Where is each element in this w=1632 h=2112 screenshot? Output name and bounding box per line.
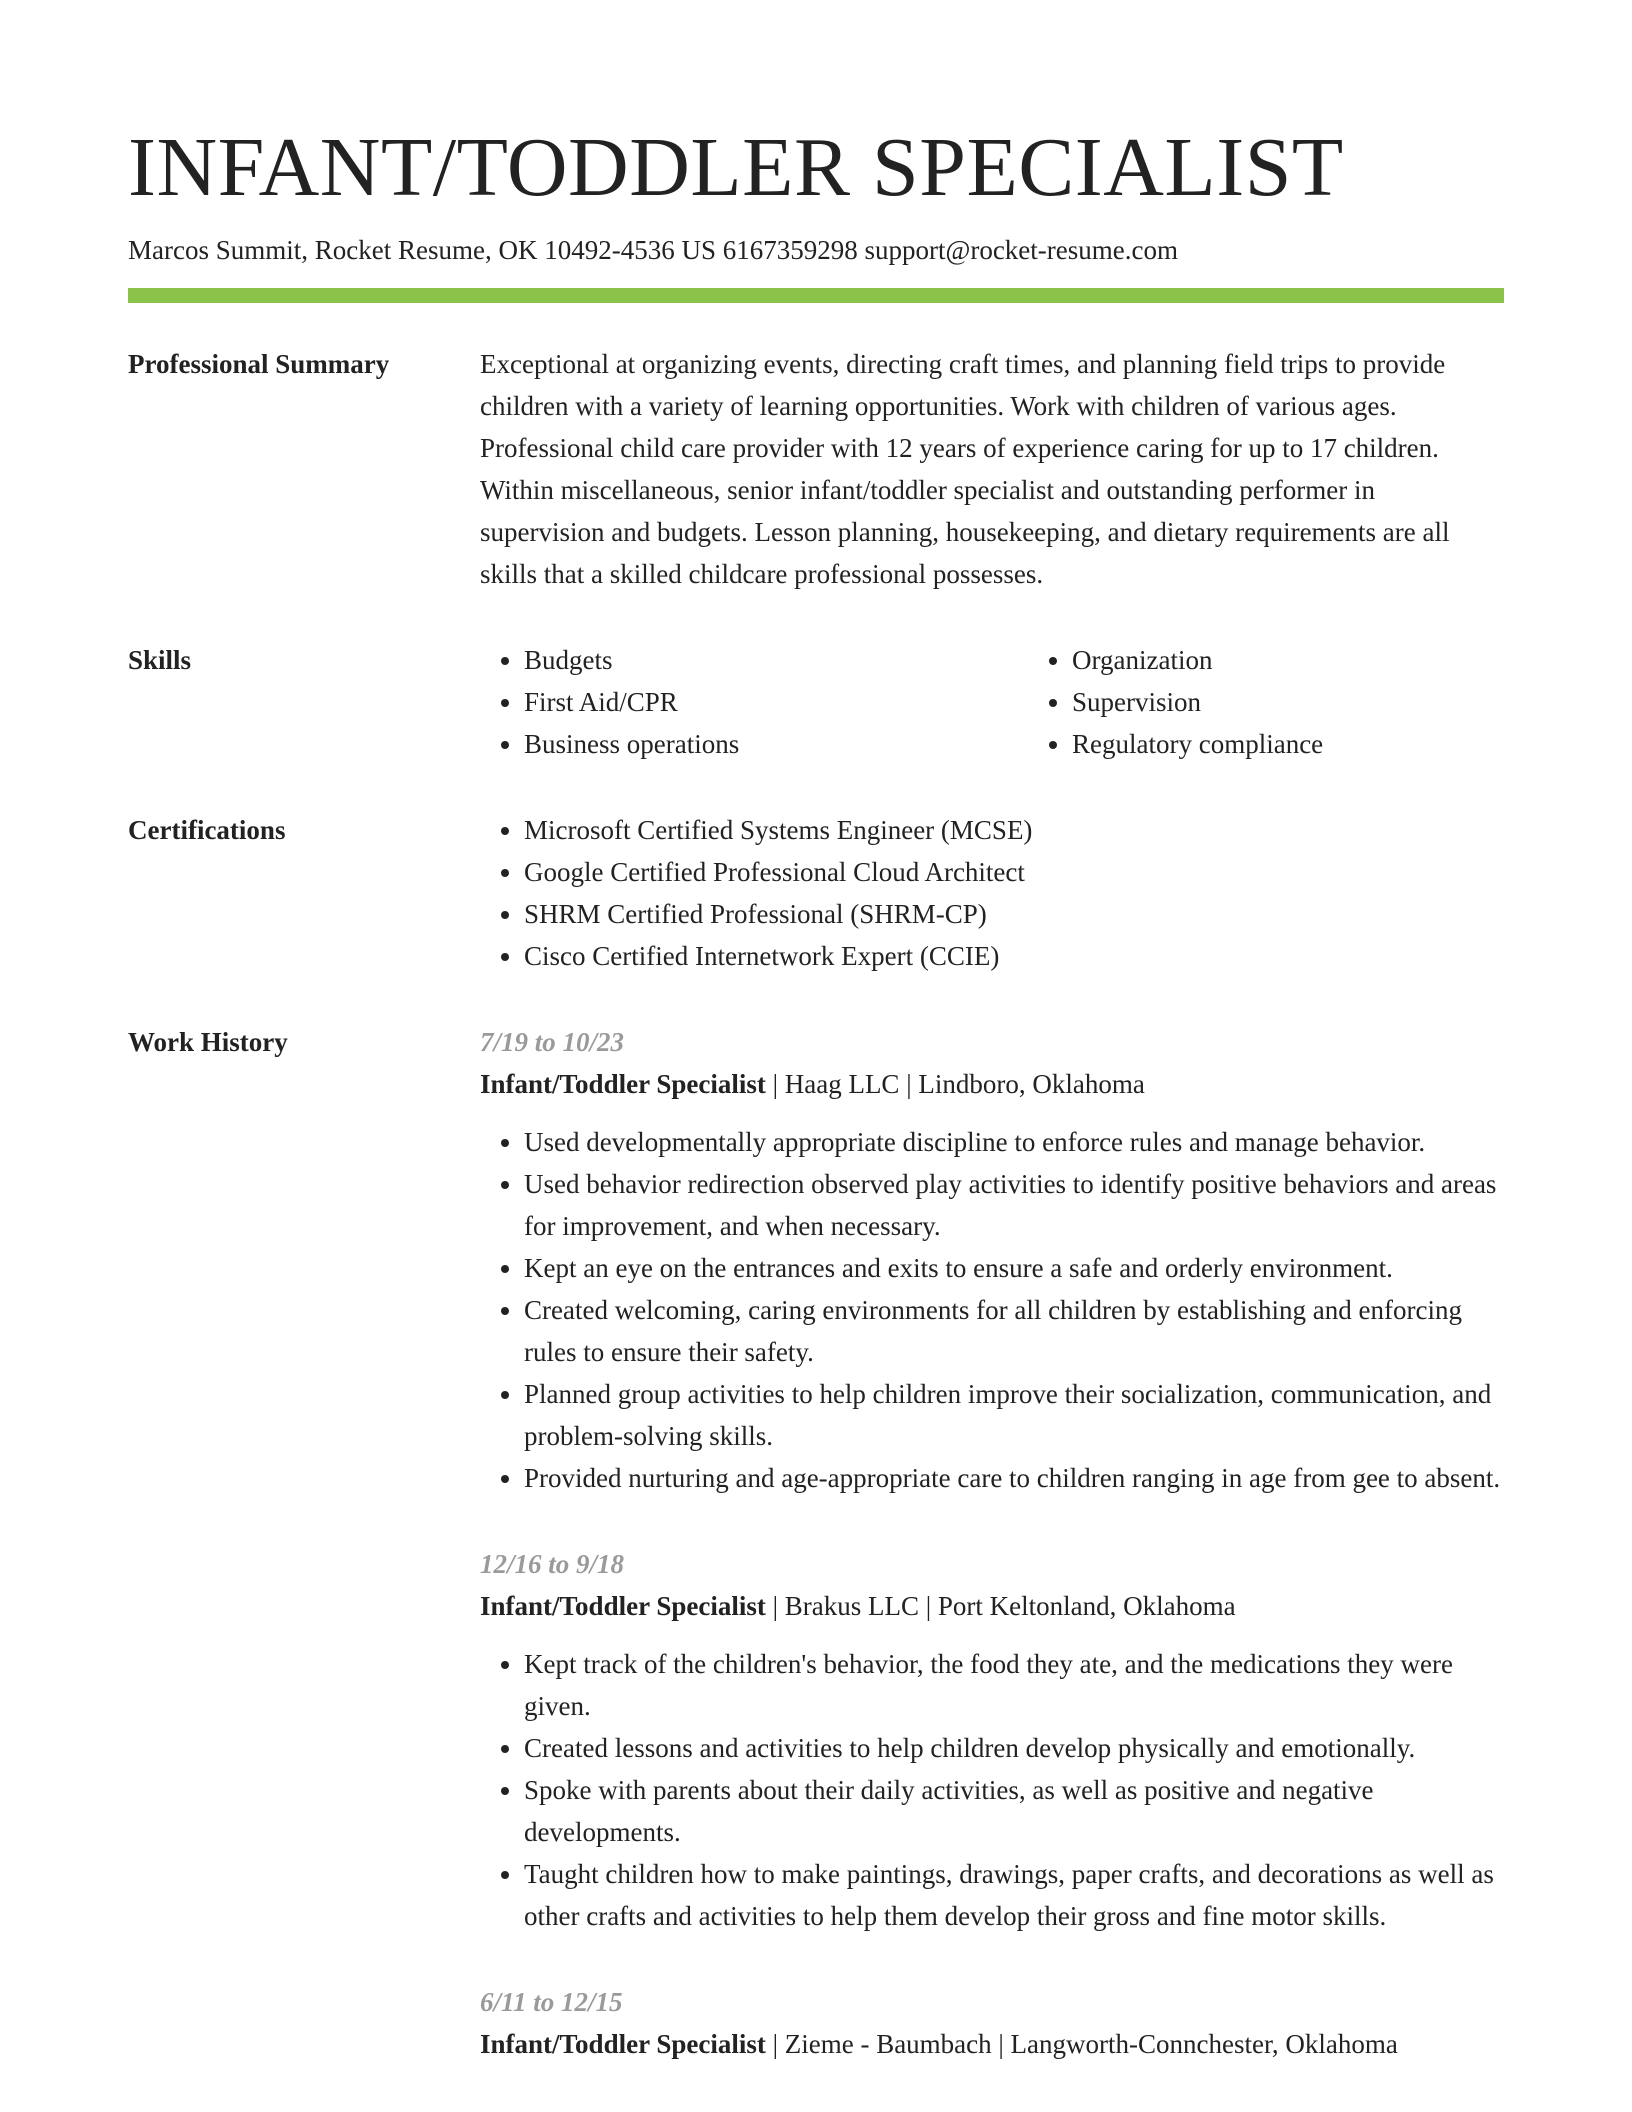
job-heading: [480, 2023, 1504, 2065]
skill-item: • Organization: [1072, 639, 1576, 681]
certification-item: • Cisco Certified Internetwork Expert (CCIE): [524, 935, 1504, 977]
job-bullet: • Created welcoming, caring environments for all children by establishing and enforcing rules to ensure their safety.: [524, 1289, 1504, 1373]
work-history-section: [128, 1021, 1504, 2065]
job-bullet: • Created lessons and activities to help children develop physically and emotionally.: [524, 1727, 1504, 1769]
summary-body: [480, 343, 1504, 595]
job-employer-location: | Zieme - Baumbach | Langworth-Connchester, Oklahoma: [765, 2029, 1398, 2059]
certification-item: • Microsoft Certified Systems Engineer (MCSE): [524, 809, 1504, 851]
skill-item: • Business operations: [524, 723, 1028, 765]
resume-page: [128, 118, 1504, 2065]
skills-column-1: [480, 639, 1028, 765]
skill-item: • Supervision: [1072, 681, 1576, 723]
job-bullets: [480, 1121, 1504, 1499]
skills-section: [128, 639, 1504, 765]
certifications-list: [480, 809, 1504, 977]
certification-item: • SHRM Certified Professional (SHRM-CP): [524, 893, 1504, 935]
resume-title: INFANT/TODDLER SPECIALIST: [128, 121, 1344, 214]
job-bullet: • Taught children how to make paintings, drawings, paper crafts, and decorations as well as other crafts and activities to help them develop their gross and fine motor skills.: [524, 1853, 1504, 1937]
job-bullet: • Used developmentally appropriate discipline to enforce rules and manage behavior.: [524, 1121, 1504, 1163]
job-heading: [480, 1585, 1504, 1627]
summary-text: Exceptional at organizing events, directing craft times, and planning field trips to provide children with a variety of learning opportunities. Work with children of various ages. Professional child care provider with 12 years of experience caring for up to 17 children. Within miscellaneous, senior infant/toddler specialist and outstanding performer in supervision and budgets. Lesson planning, housekeeping, and dietary requirements are all skills that a skilled childcare professional possesses.: [480, 349, 1450, 589]
job-bullet: • Used behavior redirection observed play activities to identify positive behaviors and areas for improvement, and when necessary.: [524, 1163, 1504, 1247]
job-title: Infant/Toddler Specialist: [480, 1591, 766, 1621]
job-dates: 7/19 to 10/23: [480, 1027, 625, 1057]
job-bullet: • Provided nurturing and age-appropriate care to children ranging in age from gee to absent.: [524, 1457, 1504, 1499]
certifications-section: [128, 809, 1504, 977]
job-employer-location: | Haag LLC | Lindboro, Oklahoma: [765, 1069, 1145, 1099]
job-bullet: • Kept track of the children's behavior, the food they ate, and the medications they were given.: [524, 1643, 1504, 1727]
job-bullet: • Spoke with parents about their daily activities, as well as positive and negative developments.: [524, 1769, 1504, 1853]
job-entry: [480, 1543, 1504, 1937]
job-entry: [480, 1021, 1504, 1499]
job-bullets: [480, 1643, 1504, 1937]
job-entry: [480, 1981, 1504, 2065]
job-dates: 6/11 to 12/15: [480, 1987, 623, 2017]
contact-line: Marcos Summit, Rocket Resume, OK 10492-4536 US 6167359298 support@rocket-resume.com: [128, 235, 1178, 265]
section-title: Professional Summary: [128, 349, 390, 379]
certification-item: • Google Certified Professional Cloud Architect: [524, 851, 1504, 893]
job-employer-location: | Brakus LLC | Port Keltonland, Oklahoma: [765, 1591, 1236, 1621]
skill-item: • Budgets: [524, 639, 1028, 681]
skill-item: • Regulatory compliance: [1072, 723, 1576, 765]
job-dates: 12/16 to 9/18: [480, 1549, 625, 1579]
section-title: Work History: [128, 1027, 288, 1057]
header-divider: [128, 288, 1504, 303]
summary-section: [128, 343, 1504, 595]
job-title: Infant/Toddler Specialist: [480, 2029, 766, 2059]
skills-list: [480, 639, 1576, 765]
section-title: Skills: [128, 645, 192, 675]
job-heading: [480, 1063, 1504, 1105]
job-bullet: • Kept an eye on the entrances and exits to ensure a safe and orderly environment.: [524, 1247, 1504, 1289]
job-title: Infant/Toddler Specialist: [480, 1069, 766, 1099]
work-history-body: [480, 1021, 1504, 2065]
skill-item: • First Aid/CPR: [524, 681, 1028, 723]
skills-column-2: [1028, 639, 1576, 765]
certifications-body: [480, 809, 1504, 977]
job-bullet: • Planned group activities to help children improve their socialization, communication, and problem-solving skills.: [524, 1373, 1504, 1457]
section-title: Certifications: [128, 815, 286, 845]
